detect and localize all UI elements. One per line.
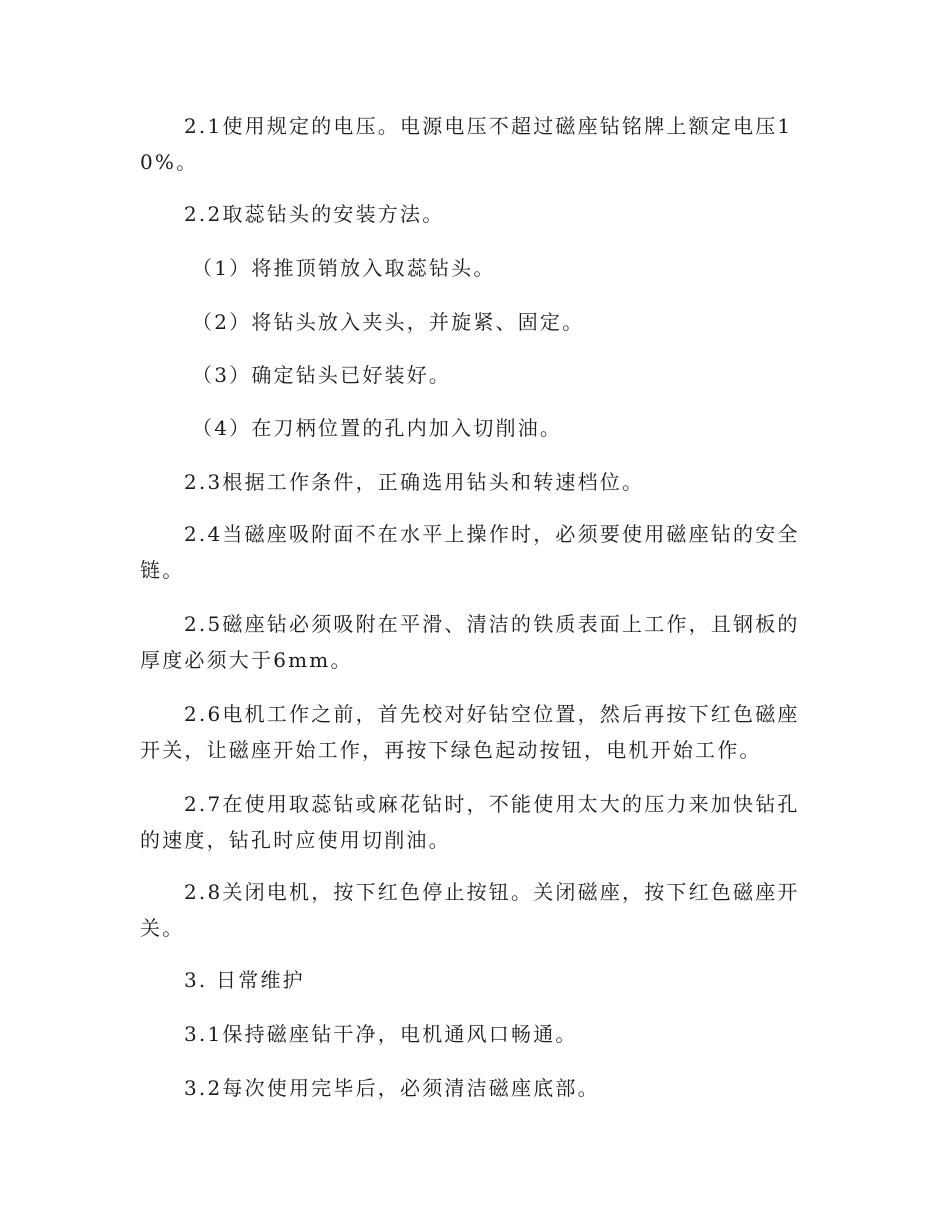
paragraph-3-2: 3.2每次使用完毕后，必须清洁磁座底部。 [184,1076,600,1100]
section-heading-3: 3. 日常维护 [184,968,305,992]
paragraph-3-1: 3.1保持磁座钻干净，电机通风口畅通。 [184,1022,578,1046]
paragraph-2-6: 2.6电机工作之前，首先校对好钻空位置，然后再按下红色磁座开关，让磁座开始工作，再按下绿色起动按钮，电机开始工作。 [140,702,800,762]
paragraph-2-2: 2.2取蕊钻头的安装方法。 [184,202,445,226]
list-item-2: （2）将钻头放入夹头，并旋紧、固定。 [192,310,585,334]
list-item-4: （4）在刀柄位置的孔内加入切削油。 [192,416,563,440]
paragraph-2-4: 2.4当磁座吸附面不在水平上操作时，必须要使用磁座钻的安全链。 [140,522,800,582]
paragraph-2-5: 2.5磁座钻必须吸附在平滑、清洁的铁质表面上工作，且钢板的厚度必须大于6mm。 [140,612,800,672]
paragraph-2-3: 2.3根据工作条件，正确选用钻头和转速档位。 [184,470,645,494]
paragraph-2-7: 2.7在使用取蕊钻或麻花钻时，不能使用太大的压力来加快钻孔的速度，钻孔时应使用切削油。 [140,792,800,852]
paragraph-2-8: 2.8关闭电机，按下红色停止按钮。关闭磁座，按下红色磁座开关。 [140,880,800,940]
list-item-3: （3）确定钻头已好装好。 [192,363,452,387]
paragraph-2-1: 2.1使用规定的电压。电源电压不超过磁座钻铭牌上额定电压10%。 [140,114,793,174]
list-item-1: （1）将推顶销放入取蕊钻头。 [192,256,496,280]
